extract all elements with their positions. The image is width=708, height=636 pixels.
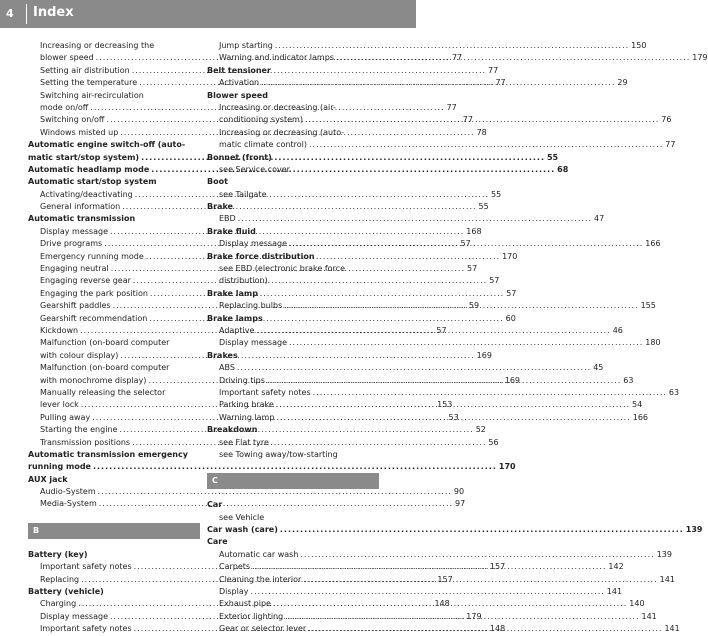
entry-text: Engaging reverse gear (40, 276, 131, 286)
dot-leader (305, 114, 659, 126)
entry-text: see EBD (electronic brake force (219, 264, 345, 274)
entry-text: Engaging the park position (40, 288, 148, 298)
dot-leader (276, 412, 630, 424)
dot-leader (313, 387, 667, 399)
page-reference: 57 (460, 239, 471, 249)
page-reference: 180 (645, 338, 661, 348)
entry-text: Automatic car wash (219, 549, 299, 559)
entry-text: Transmission positions (40, 437, 131, 447)
index-entry-heading (207, 288, 379, 300)
page-reference: 56 (488, 437, 499, 447)
page-reference: 53 (448, 412, 459, 422)
entry-text: Gearshift recommendation (40, 313, 148, 323)
dot-leader (252, 561, 606, 573)
index-entry-heading (207, 424, 379, 436)
dot-leader (251, 586, 605, 598)
index-entry-heading (207, 152, 379, 164)
entry-text: Automatic engine switch-off (auto- (28, 140, 186, 150)
entry-text: Media-System (40, 499, 97, 509)
index-subentry (207, 337, 661, 349)
index-subentry (28, 486, 465, 498)
page-reference: 141 (659, 574, 675, 584)
page-reference: 77 (462, 115, 473, 125)
page-reference: 141 (664, 624, 680, 634)
page-reference: 170 (502, 251, 518, 261)
index-entry-heading (28, 213, 200, 225)
dot-leader (336, 52, 690, 64)
entry-text: Belt tensioner (207, 65, 271, 75)
page-reference: 142 (608, 562, 624, 572)
dot-leader (261, 77, 615, 89)
page-reference: 140 (629, 599, 645, 609)
entry-text: Drive programs (40, 239, 103, 249)
entry-text: EBD (219, 214, 236, 224)
index-subentry (28, 40, 200, 52)
entry-text: Jump starting (219, 41, 273, 50)
index-entry-heading (28, 139, 200, 151)
index-entry-heading (207, 176, 379, 188)
index-subentry (207, 127, 379, 139)
entry-text: Gear or selector lever (219, 624, 307, 634)
index-subentry (207, 189, 379, 201)
index-entry-heading (28, 449, 200, 461)
entry-text: Activation (219, 78, 260, 88)
page-reference: 55 (478, 202, 489, 212)
page-reference: 168 (466, 226, 482, 236)
entry-text: General information (40, 202, 121, 212)
entry-text: Brake force distribution (207, 251, 315, 261)
page-reference: 153 (437, 400, 453, 410)
dot-leader (308, 623, 662, 635)
index-entry-heading (207, 201, 379, 213)
page-title: Index (33, 5, 74, 20)
entry-text: Bonnet (front) (207, 152, 272, 162)
page-reference: 76 (661, 115, 672, 125)
page-reference: 169 (476, 350, 492, 360)
index-entry-heading (207, 536, 379, 548)
dot-leader (267, 375, 621, 387)
entry-text: Warning lamp (219, 412, 275, 422)
entry-text: see Tailgate (219, 189, 267, 199)
page-reference: 170 (498, 462, 516, 472)
page-reference: 60 (505, 313, 516, 323)
entry-text: matic start/stop system) (28, 152, 140, 162)
entry-text: Brakes (207, 350, 238, 360)
entry-text: Battery (vehicle) (28, 587, 104, 597)
page-reference: 54 (632, 400, 643, 410)
entry-text: Automatic transmission emergency (28, 449, 188, 459)
dot-leader (309, 139, 663, 151)
page-reference: 57 (436, 325, 447, 335)
entry-text: Setting the temperature (40, 78, 138, 88)
entry-text: with colour display) (40, 350, 119, 360)
section-letter-header: B (28, 523, 200, 539)
page-reference: 77 (488, 65, 499, 75)
page-reference: 169 (504, 375, 521, 385)
entry-text: Display message (219, 338, 287, 348)
entry-text: Increasing or decreasing (auto- (219, 127, 345, 137)
index-entry-heading (207, 65, 379, 77)
entry-text: see Vehicle (219, 512, 265, 522)
entry-text: Engaging neutral (40, 264, 109, 274)
entry-text: Malfunction (on-board computer (40, 338, 170, 348)
entry-text: Brake (207, 202, 233, 212)
dot-leader (289, 337, 643, 349)
entry-text: Gearshift paddles (40, 301, 111, 311)
index-subentry (207, 586, 623, 598)
entry-text: Replacing (40, 574, 80, 584)
entry-text: Care (207, 537, 228, 547)
page-reference: 55 (491, 189, 502, 199)
page-reference: 166 (632, 412, 649, 422)
entry-text: Kickdown (40, 325, 79, 335)
index-entry-heading (207, 350, 379, 362)
dot-leader (280, 524, 684, 536)
entry-text: conditioning system) (219, 115, 303, 125)
entry-text: Display message (219, 239, 287, 249)
index-subentry (207, 102, 379, 114)
entry-text: Adaptive (219, 325, 255, 335)
index-subentry (207, 40, 647, 52)
page-reference: 179 (692, 53, 708, 63)
entry-text: Malfunction (on-board computer (40, 363, 170, 373)
page-reference: 57 (489, 276, 500, 286)
page-reference: 141 (606, 587, 623, 597)
page-reference: 77 (665, 140, 676, 150)
index-entry-heading (207, 524, 703, 536)
page-reference: 77 (495, 78, 506, 88)
dot-leader (256, 325, 610, 337)
page-reference: 97 (455, 499, 466, 509)
page-reference: 78 (476, 127, 487, 137)
index-entry-heading (28, 549, 200, 561)
dot-leader (300, 549, 654, 561)
index-subentry (207, 263, 379, 275)
index-subentry (207, 275, 379, 287)
entry-text: Exterior lighting (219, 611, 284, 621)
page-reference: 77 (451, 53, 463, 63)
index-subentry (207, 449, 379, 461)
index-subentry (207, 164, 379, 176)
index-subentry (207, 437, 379, 449)
page-reference: 55 (546, 152, 559, 162)
entry-text: Blower speed (207, 90, 268, 100)
entry-text: Replacing bulbs (219, 301, 283, 311)
index-subentry (207, 362, 604, 374)
page-reference: 59 (468, 301, 480, 311)
entry-text: Car wash (care) (207, 525, 278, 535)
entry-text: Automatic start/stop system (28, 177, 157, 187)
index-entry-heading (207, 313, 379, 325)
page-reference: 47 (594, 214, 605, 224)
entry-text: Brake lamp (207, 288, 258, 298)
index-subentry (207, 139, 676, 151)
dot-leader (276, 399, 630, 411)
page-reference: 139 (685, 525, 703, 535)
dot-leader (238, 213, 592, 225)
page-reference: 157 (437, 574, 453, 584)
entry-text: Audio-System (40, 487, 96, 497)
entry-text: running mode (28, 462, 91, 472)
index-entry-heading (207, 90, 379, 102)
dot-leader (289, 238, 643, 250)
entry-text: Important safety notes (40, 624, 132, 634)
entry-text: Display message (40, 226, 108, 236)
dot-leader (237, 362, 591, 374)
index-entry-heading (207, 499, 379, 511)
index-entry-heading (28, 176, 200, 188)
page-reference: 148 (434, 599, 450, 609)
entry-text: Breakdown (207, 425, 258, 435)
page-reference: 63 (668, 387, 680, 397)
index-subentry (207, 549, 672, 561)
entry-text: Activating/deactivating (40, 189, 133, 199)
entry-text: Important safety notes (219, 387, 311, 397)
dot-leader (284, 300, 638, 312)
page-reference: 57 (467, 264, 478, 274)
section-letter-header: C (207, 473, 379, 489)
entry-text: Increasing or decreasing (air- (219, 102, 336, 112)
entry-text: blower speed (40, 53, 94, 63)
index-subentry (207, 387, 680, 399)
page-reference: 90 (453, 487, 465, 497)
page-reference: 63 (623, 375, 634, 385)
entry-text: Battery (key) (28, 549, 88, 559)
page-reference: 29 (617, 78, 628, 88)
page-reference: 139 (656, 549, 672, 559)
entry-text: Setting air distribution (40, 65, 130, 75)
index-subentry (207, 512, 379, 524)
entry-text: see Flat tyre (219, 437, 269, 447)
entry-text: with monochrome display) (40, 375, 147, 385)
entry-text: AUX jack (28, 474, 68, 484)
index-entry-heading (28, 461, 516, 473)
entry-text: see Service cover (219, 164, 290, 174)
page-reference: 68 (557, 164, 569, 174)
page-reference: 148 (489, 624, 506, 634)
entry-text: Display (219, 587, 249, 597)
page-number: 4 (6, 7, 14, 20)
entry-text: Important safety notes (40, 562, 132, 572)
page-reference: 166 (645, 239, 661, 249)
entry-text: Display message (40, 611, 108, 621)
page-reference: 45 (593, 363, 604, 373)
entry-text: ABS (219, 363, 235, 373)
page-reference: 52 (475, 425, 486, 435)
entry-text: Parking brake (219, 400, 274, 410)
page-reference: 77 (446, 102, 457, 112)
entry-text: matic climate control) (219, 140, 307, 150)
entry-text: mode on/off (40, 102, 89, 112)
index-subentry (28, 90, 200, 102)
page-reference: 46 (612, 325, 623, 335)
entry-text: Automatic headlamp mode (28, 164, 150, 174)
entry-text: Switching air-recirculation (40, 90, 144, 100)
entry-text: see Towing away/tow-starting (219, 449, 338, 459)
page-reference: 179 (466, 611, 482, 621)
index-subentry (28, 337, 200, 349)
dot-leader (285, 611, 639, 623)
entry-text: Driving tips (219, 375, 265, 385)
entry-text: Automatic transmission (28, 214, 136, 224)
entry-text: Pulling away (40, 412, 91, 422)
page-reference: 157 (489, 562, 506, 572)
entry-text: Car (207, 500, 223, 510)
page-header (0, 0, 416, 28)
entry-text: Manually releasing the selector (40, 387, 166, 397)
entry-text: Brake fluid (207, 226, 256, 236)
entry-text: Cleaning the interior (219, 574, 302, 584)
index-entry-heading (28, 474, 200, 486)
dot-leader (273, 598, 627, 610)
index-subentry (207, 213, 605, 225)
header-divider (26, 4, 27, 24)
entry-text: Brake lamps (207, 313, 263, 323)
index-entry-heading (207, 226, 379, 238)
entry-text: Carpets (219, 562, 251, 572)
page-reference: 57 (506, 288, 517, 298)
entry-text: Switching on/off (40, 115, 105, 125)
entry-text: Boot (207, 177, 228, 187)
index-subentry (28, 362, 200, 374)
entry-text: Warning and indicator lamps (219, 53, 334, 63)
entry-text: Increasing or decreasing the (40, 41, 155, 50)
page-reference: 141 (641, 611, 657, 621)
entry-text: Charging (40, 599, 77, 609)
page-reference: 155 (640, 301, 656, 311)
dot-leader (303, 574, 657, 586)
entry-text: Emergency running mode (40, 251, 144, 261)
index-entry-heading (207, 251, 379, 263)
entry-text: lever lock (40, 400, 79, 410)
entry-text: Exhaust pipe (219, 599, 271, 609)
entry-text: Windows misted up (40, 127, 119, 137)
entry-text: Starting the engine (40, 425, 118, 435)
index-entry-heading (28, 586, 200, 598)
dot-leader (275, 40, 629, 52)
index-subentry (28, 387, 200, 399)
page-reference: 150 (631, 41, 647, 50)
entry-text: distribution) (219, 276, 268, 286)
